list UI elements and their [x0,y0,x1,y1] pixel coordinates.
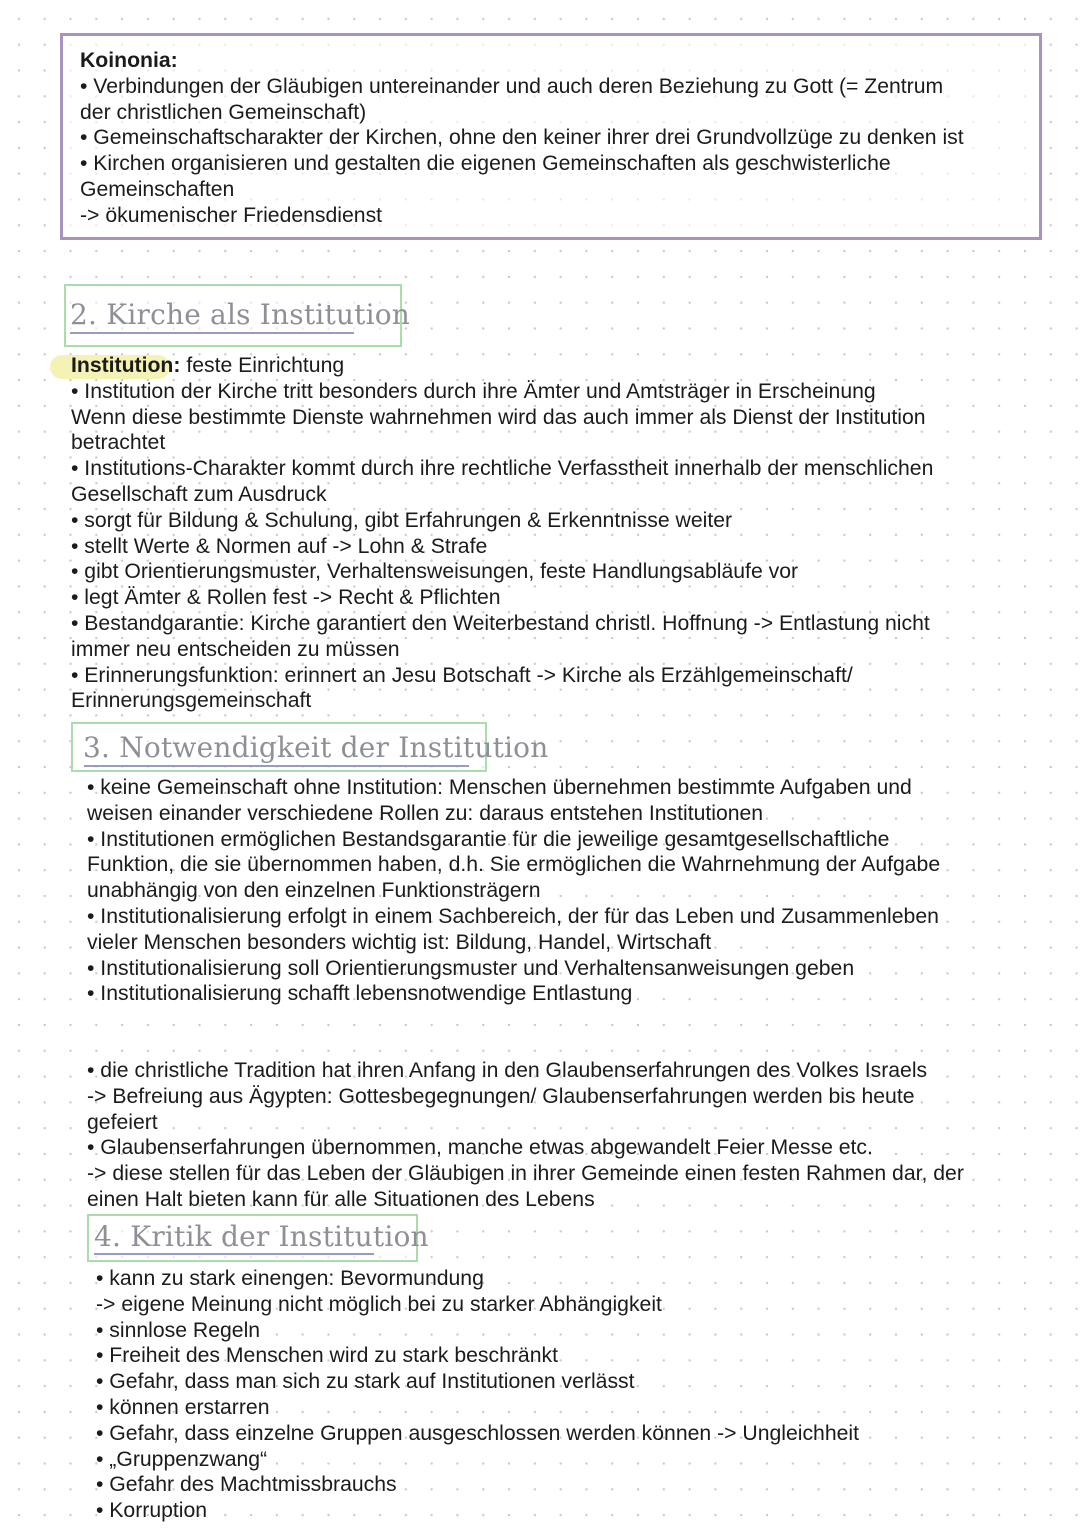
koinonia-content [80,48,964,229]
section3-heading: 3. Notwendigkeit der Institution [83,731,549,764]
section3-line: • Institutionalisierung soll Orientierungsmuster und Verhaltensanweisungen geben [87,956,855,980]
section3-line: • Institutionalisierung erfolgt in einem Sachbereich, der für das Leben und Zusammenleben [87,904,939,928]
section3-line: weisen einander verschiedene Rollen zu: daraus entstehen Institutionen [87,801,764,825]
section4-line: • Korruption [96,1499,208,1523]
section3-line: • Institutionen ermöglichen Bestandsgarantie für die jeweilige gesamtgesellschaftliche [87,827,890,851]
koinonia-line: • Kirchen organisieren und gestalten die eigenen Gemeinschaften als geschwisterliche [80,152,891,176]
institution-definition: feste Einrichtung [180,354,345,377]
koinonia-line: der christlichen Gemeinschaft) [80,100,367,124]
tradition-line: einen Halt bieten kann für alle Situationen des Lebens [87,1187,595,1211]
institution-term: Institution: [71,354,181,377]
koinonia-line: • Gemeinschaftscharakter der Kirchen, ohne den keiner ihrer drei Grundvollzüge zu denken ist [80,126,964,150]
section3-line: vieler Menschen besonders wichtig ist: Bildung, Handel, Wirtschaft [87,930,712,954]
section2-line: • Institutions-Charakter kommt durch ihre rechtliche Verfasstheit innerhalb der menschlichen [71,457,934,481]
section2-line: • Bestandgarantie: Kirche garantiert den Weiterbestand christl. Hoffnung -> Entlastung nicht [71,611,930,635]
section4-heading: 4. Kritik der Institution [94,1220,429,1253]
tradition-line: -> Befreiung aus Ägypten: Gottesbegegnungen/ Glaubenserfahrungen werden bis heute [87,1084,915,1108]
section4-content [96,1266,859,1524]
section4-line: • Gefahr, dass einzelne Gruppen ausgeschlossen werden können -> Ungleichheit [96,1421,859,1445]
section2-line: • stellt Werte & Normen auf -> Lohn & Strafe [71,534,488,558]
section2-line: Wenn diese bestimmte Dienste wahrnehmen wird das auch immer als Dienst der Institution [71,405,926,429]
section4-line: -> eigene Meinung nicht möglich bei zu starker Abhängigkeit [96,1292,662,1316]
tradition-line: • Glaubenserfahrungen übernommen, manche etwas abgewandelt Feier Messe etc. [87,1136,873,1160]
koinonia-line: • Verbindungen der Gläubigen untereinander und auch deren Beziehung zu Gott (= Zentrum [80,74,944,98]
section4-line: • Gefahr, dass man sich zu stark auf Institutionen verlässt [96,1370,635,1394]
koinonia-line: Gemeinschaften [80,177,235,201]
section2-line: immer neu entscheiden zu müssen [71,637,400,661]
section4-heading-underline [94,1253,374,1255]
section3-heading-underline [84,765,469,767]
section2-line: Gesellschaft zum Ausdruck [71,482,327,506]
section2-line: • gibt Orientierungsmuster, Verhaltensweisungen, feste Handlungsabläufe vor [71,560,799,584]
section2-heading-underline [70,332,354,334]
section2-heading: 2. Kirche als Institution [70,298,411,331]
section4-line: • kann zu stark einengen: Bevormundung [96,1267,484,1290]
tradition-line: gefeiert [87,1110,158,1134]
section3-tradition-content [87,1058,964,1213]
section2-line: betrachtet [71,431,166,455]
section4-line: • „Gruppenzwang“ [96,1447,268,1471]
section2-content [71,353,933,714]
section2-line: • sorgt für Bildung & Schulung, gibt Erfahrungen & Erkenntnisse weiter [71,508,733,532]
section4-line: • Gefahr des Machtmissbrauchs [96,1473,397,1497]
section4-line: • sinnlose Regeln [96,1318,261,1342]
section3-line: • Institutionalisierung schafft lebensnotwendige Entlastung [87,982,633,1006]
section2-line: • legt Ämter & Rollen fest -> Recht & Pflichten [71,586,501,610]
tradition-line: -> diese stellen für das Leben der Gläubigen in ihrer Gemeinde einen festen Rahmen dar, der [87,1162,964,1186]
definition-line [71,353,933,379]
section4-line: • Freiheit des Menschen wird zu stark beschränkt [96,1344,558,1368]
section4-line: • können erstarren [96,1395,270,1419]
section2-line: • Institution der Kirche tritt besonders durch ihre Ämter und Amtsträger in Erscheinung [71,379,876,403]
koinonia-line: -> ökumenischer Friedensdienst [80,203,383,227]
section2-line: • Erinnerungsfunktion: erinnert an Jesu Botschaft -> Kirche als Erzählgemeinschaft/ [71,663,853,687]
section3-line: Funktion, die sie übernommen haben, d.h. Sie ermöglichen die Wahrnehmung der Aufgabe [87,853,941,877]
section3-content [87,775,940,1007]
section3-line: unabhängig von den einzelnen Funktionsträgern [87,879,541,903]
section3-line: • keine Gemeinschaft ohne Institution: Menschen übernehmen bestimmte Aufgaben und [87,776,912,799]
tradition-line: • die christliche Tradition hat ihren Anfang in den Glaubenserfahrungen des Volkes Israels [87,1059,928,1082]
section2-line: Erinnerungsgemeinschaft [71,689,312,713]
koinonia-title: Koinonia: [80,49,178,72]
